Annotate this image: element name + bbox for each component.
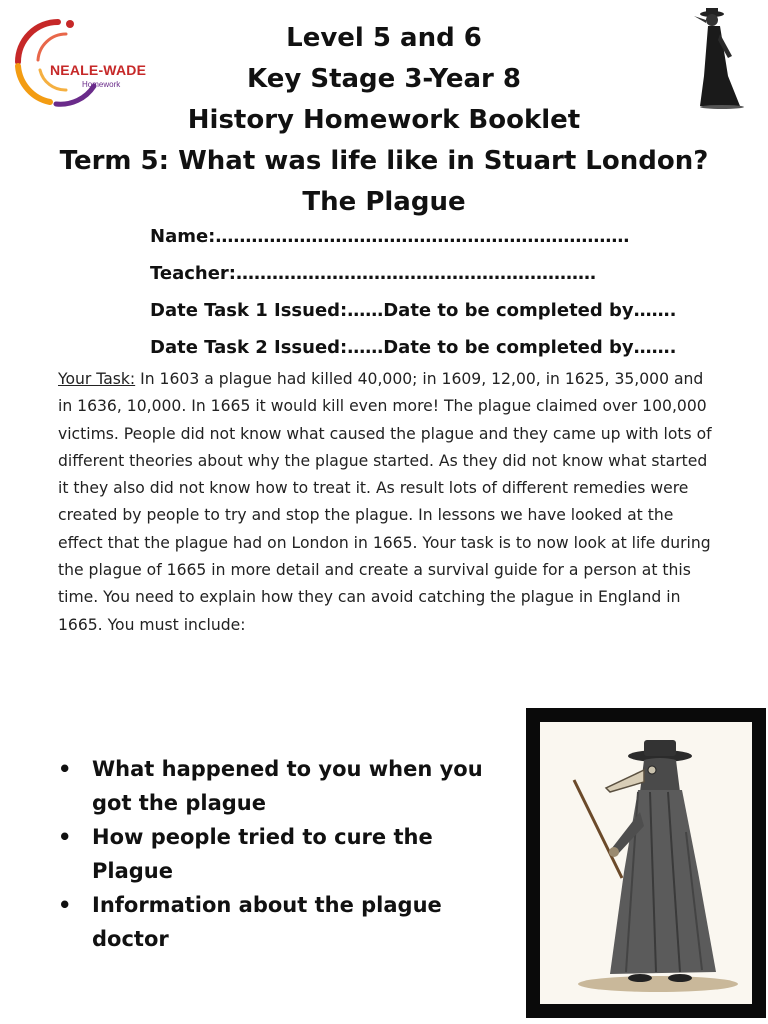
logo-subtitle: Homework: [82, 80, 121, 89]
list-item: [58, 888, 498, 956]
task1-dates-field: Date Task 1 Issued:……Date to be completed by…….: [150, 300, 677, 321]
requirements-list: [58, 752, 498, 956]
plague-doctor-image: [540, 722, 752, 1004]
list-item: [58, 752, 498, 820]
task2-dates-field: Date Task 2 Issued:……Date to be completed by…….: [150, 337, 677, 358]
list-item-text: Information about the plague doctor: [92, 893, 442, 951]
title-term: Term 5: What was life like in Stuart London?: [59, 146, 709, 176]
plague-doctor-picture-frame: [526, 708, 766, 1018]
title-block: [0, 18, 768, 223]
name-field: Name:……………………………………………………………: [150, 226, 630, 247]
student-info-fields: [150, 218, 676, 366]
title-topic: The Plague: [302, 187, 466, 217]
task-label: Your Task:: [58, 370, 136, 388]
bullet-icon: •: [58, 893, 72, 917]
task-description: [58, 366, 720, 639]
bullet-icon: •: [58, 825, 72, 849]
title-key-stage: Key Stage 3-Year 8: [247, 64, 521, 94]
title-level: Level 5 and 6: [286, 23, 482, 53]
list-item: [58, 820, 498, 888]
teacher-field: Teacher:……………………………………………………: [150, 263, 597, 284]
bullet-icon: •: [58, 757, 72, 781]
task-text: In 1603 a plague had killed 40,000; in 1609, 12,00, in 1625, 35,000 and in 1636, 10,000. In 1665 it would kill even more! The plague claimed over 100,000 victims. People did not know what caused the plague and they came up with lots of different theories about why the plague started. As they did not know what started it they also did not know how to treat it. As result lots of different remedies were created by people to try and stop the plague. In lessons we have looked at the effect that the plague had on London in 1665. Your task is to now look at life during the plague of 1665 in more detail and create a survival guide for a person at this time. You need to explain how they can avoid catching the plague in England in 1665. You must include:: [58, 370, 712, 634]
list-item-text: How people tried to cure the Plague: [92, 825, 433, 883]
logo-name: NEALE-WADE: [50, 62, 147, 78]
title-booklet: History Homework Booklet: [187, 105, 581, 135]
list-item-text: What happened to you when you got the plague: [92, 757, 483, 815]
